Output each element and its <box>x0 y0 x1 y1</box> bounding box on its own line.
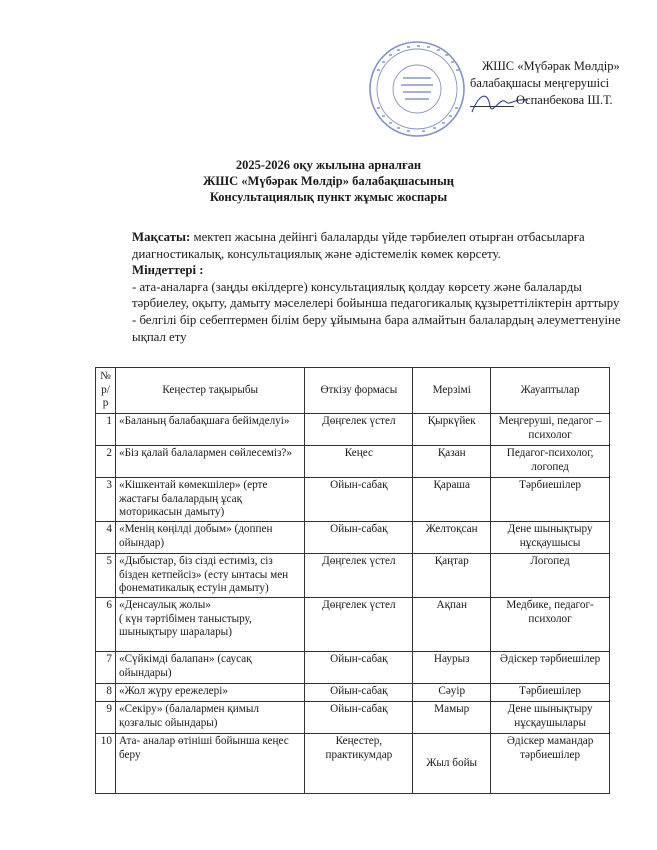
consultation-plan-table <box>95 367 610 794</box>
row-responsible: Медбике, педагог-психолог <box>491 598 610 652</box>
table-row <box>96 478 610 522</box>
row-form: Дөңгелек үстел <box>305 554 413 598</box>
table-row <box>96 702 610 734</box>
row-date: Мамыр <box>413 702 491 734</box>
row-number: 2 <box>96 446 116 478</box>
table-body <box>96 414 610 794</box>
row-topic: «Секіру» (балалармен қимыл қозғалыс ойындары) <box>115 702 304 734</box>
row-form: Ойын-сабақ <box>305 522 413 554</box>
row-topic: «Менің көңілді добым» (доппен ойындар) <box>115 522 304 554</box>
row-date: Ақпан <box>413 598 491 652</box>
row-form: Кеңестер, практикумдар <box>305 734 413 794</box>
row-form: Ойын-сабақ <box>305 702 413 734</box>
title-line-org: ЖШС «Мүбәрак Мөлдір» балабақшасының <box>203 174 454 188</box>
purpose-paragraph <box>132 229 637 262</box>
header-responsible: Жауаптылар <box>491 368 610 414</box>
goals-section <box>132 229 637 345</box>
row-topic: «Денсаулық жолы» ( күн тәртібімен таныстыру, шынықтыру шаралары) <box>115 598 304 652</box>
row-number: 8 <box>96 684 116 702</box>
row-date: Наурыз <box>413 652 491 684</box>
table-row <box>96 598 610 652</box>
task-item-2: - белгілі бір себептермен білім беру ұйымына бара алмайтын балалардың әлеуметтенуіне ықпал ету <box>132 312 621 344</box>
row-responsible: Педагог-психолог, логопед <box>491 446 610 478</box>
row-topic: Ата- аналар өтініші бойынша кеңес беру <box>115 734 304 794</box>
row-date: Сәуір <box>413 684 491 702</box>
row-form: Ойын-сабақ <box>305 684 413 702</box>
header-form: Өткізу формасы <box>305 368 413 414</box>
row-number: 10 <box>96 734 116 794</box>
task-item-1: - ата-аналарға (заңды өкілдерге) консультациялық қолдау көрсету және балаларды тәрбиелеу, оқыту, дамыту мәселелері бойынша педагогикалық құзыреттіліктерін арттыру <box>132 279 620 311</box>
approval-line-position: балабақшасы меңгерушісі <box>470 76 610 90</box>
row-date: Қыркүйек <box>413 414 491 446</box>
row-topic: «Баланың балабақшаға бейімделуі» <box>115 414 304 446</box>
row-responsible: Дене шынықтыру нұсқаушылары <box>491 702 610 734</box>
row-responsible: Меңгеруші, педагог –психолог <box>491 414 610 446</box>
row-date: Қараша <box>413 478 491 522</box>
row-number: 9 <box>96 702 116 734</box>
table-row <box>96 414 610 446</box>
tasks-label: Міндеттері : <box>132 263 204 278</box>
row-form: Ойын-сабақ <box>305 478 413 522</box>
row-responsible: Дене шынықтыру нұсқаушысы <box>491 522 610 554</box>
row-topic: «Дыбыстар, біз сізді естиміз, сіз бізден кетпейсіз» (есту ынтасы мен фонематикалық естуін дамыту) <box>115 554 304 598</box>
row-responsible: Әдіскер мамандар тәрбиешілер <box>491 734 610 794</box>
row-date: Қаңтар <box>413 554 491 598</box>
row-number: 4 <box>96 522 116 554</box>
table-row <box>96 652 610 684</box>
header-topic: Кеңестер тақырыбы <box>115 368 304 414</box>
header-date: Мерзімі <box>413 368 491 414</box>
row-date: Жыл бойы <box>413 734 491 794</box>
table-row <box>96 554 610 598</box>
row-form: Дөңгелек үстел <box>305 414 413 446</box>
row-form: Ойын-сабақ <box>305 652 413 684</box>
title-line-plan: Консультациялық пункт жұмыс жоспары <box>209 190 448 204</box>
table-header-row <box>96 368 610 414</box>
approval-block <box>470 58 650 109</box>
row-date: Желтоқсан <box>413 522 491 554</box>
row-number: 6 <box>96 598 116 652</box>
row-responsible: Тәрбиешілер <box>491 684 610 702</box>
row-topic: «Біз қалай балалармен сөйлесеміз?» <box>115 446 304 478</box>
row-number: 3 <box>96 478 116 522</box>
purpose-text: мектеп жасына дейінгі балаларды үйде тәрбиелеп отырған отбасыларға диагностикалық, консультациялық және әдістемелік көмек көрсету. <box>132 230 585 261</box>
row-topic: «Кішкентай көмекшілер» (ерте жастағы балалардың ұсақ моторикасын дамыту) <box>115 478 304 522</box>
row-date: Қазан <box>413 446 491 478</box>
row-topic: «Жол жүру ережелері» <box>115 684 304 702</box>
row-form: Дөңгелек үстел <box>305 598 413 652</box>
row-responsible: Логопед <box>491 554 610 598</box>
table-row <box>96 522 610 554</box>
row-topic: «Сүйкімді балапан» (саусақ ойындары) <box>115 652 304 684</box>
stamp-icon <box>367 39 467 139</box>
title-line-year: 2025-2026 оқу жылына арналған <box>235 158 422 172</box>
approval-line-org: ЖШС «Мүбәрак Мөлдір» <box>482 59 620 73</box>
official-stamp <box>367 39 467 139</box>
row-responsible: Тәрбиешілер <box>491 478 610 522</box>
table-row <box>96 734 610 794</box>
approval-line-name: Оспанбекова Ш.Т. <box>470 92 650 109</box>
document-title <box>0 157 657 205</box>
row-form: Кеңес <box>305 446 413 478</box>
table-row <box>96 684 610 702</box>
purpose-label: Мақсаты: <box>132 230 191 244</box>
row-number: 5 <box>96 554 116 598</box>
row-number: 1 <box>96 414 116 446</box>
row-number: 7 <box>96 652 116 684</box>
header-number: № р/р <box>96 368 116 414</box>
row-responsible: Әдіскер тәрбиешілер <box>491 652 610 684</box>
table-row <box>96 446 610 478</box>
